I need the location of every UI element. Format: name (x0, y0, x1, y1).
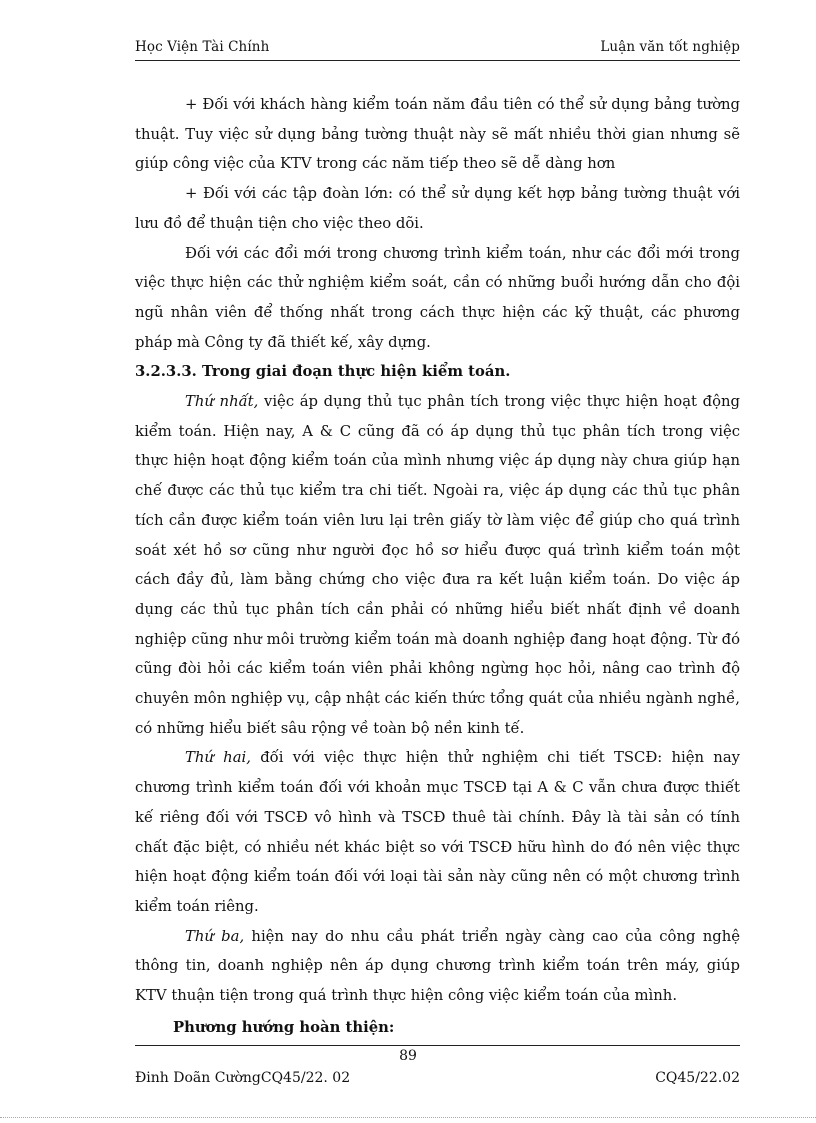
point-third (135, 922, 740, 1011)
document-body (135, 90, 740, 1043)
point-second-lead: Thứ hai, (185, 749, 251, 767)
page-header (135, 38, 740, 61)
subheading: Phương hướng hoàn thiện: (173, 1018, 395, 1036)
point-third-lead: Thứ ba, (185, 927, 245, 945)
point-second-text: đối với việc thực hiện thử nghiệm chi tiết TSCĐ: hiện nay chương trình kiểm toán đối với khoản mục TSCĐ tại A & C vẫn chưa được thiết kế riêng đối với TSCĐ vô hình và TSCĐ thuê tài chính. Đây là tài sản có tính chất đặc biệt, có nhiều nét khác biệt so với TSCĐ hữu hình do đó nên việc thực hiện hoạt động kiểm toán đối với loại tài sản này cũng nên có một chương trình kiểm toán riêng. (135, 749, 741, 915)
paragraph-3: Đối với các đổi mới trong chương trình kiểm toán, như các đổi mới trong việc thực hiện các thử nghiệm kiểm soát, cần có những buổi hướng dẫn cho đội ngũ nhân viên để thống nhất trong cách thực hiện các kỹ thuật, các phương pháp mà Công ty đã thiết kế, xây dựng. (135, 244, 740, 351)
page-edge-divider (0, 1117, 816, 1118)
point-second (135, 743, 740, 921)
footer-divider (135, 1045, 740, 1046)
point-first (135, 387, 740, 743)
header-doc-type: Luận văn tốt nghiệp (600, 39, 740, 55)
paragraph-1: + Đối với khách hàng kiểm toán năm đầu tiên có thể sử dụng bảng tường thuật. Tuy việc sử dụng bảng tường thuật này sẽ mất nhiều thời gian nhưng sẽ giúp công việc của KTV trong các năm tiếp theo sẽ dễ dàng hơn (135, 96, 740, 173)
footer-class-code: CQ45/22.02 (655, 1070, 740, 1086)
point-first-text: việc áp dụng thủ tục phân tích trong việc thực hiện hoạt động kiểm toán. Hiện nay, A & C cũng đã có áp dụng thủ tục phân tích trong việc thực hiện hoạt động kiểm toán của mình nhưng việc áp dụng này chưa giúp hạn chế được các thủ tục kiểm tra chi tiết. Ngoài ra, việc áp dụng các thủ tục phân tích cần được kiểm toán viên lưu lại trên giấy tờ làm việc để giúp cho quá trình soát xét hồ sơ cũng như người đọc hồ sơ hiểu được quá trình kiểm toán một cách đầy đủ, làm bằng chứng cho việc đưa ra kết luận kiểm toán. Do việc áp dụng các thủ tục phân tích cần phải có những hiểu biết nhất định về doanh nghiệp cũng như môi trường kiểm toán mà doanh nghiệp đang hoạt động. Từ đó cũng đòi hỏi các kiểm toán viên phải không ngừng học hỏi, nâng cao trình độ chuyên môn nghiệp vụ, cập nhật các kiến thức tổng quát của nhiều ngành nghề, có những hiểu biết sâu rộng về toàn bộ nền kinh tế. (135, 393, 740, 737)
paragraph-2: + Đối với các tập đoàn lớn: có thể sử dụng kết hợp bảng tường thuật với lưu đồ để thuận tiện cho việc theo dõi. (135, 185, 740, 232)
section-heading: 3.2.3.3. Trong giai đoạn thực hiện kiểm toán. (135, 363, 511, 381)
point-third-text: hiện nay do nhu cầu phát triển ngày càng cao của công nghệ thông tin, doanh nghiệp nên áp dụng chương trình kiểm toán trên máy, giúp KTV thuận tiện trong quá trình thực hiện công việc kiểm toán của mình. (135, 927, 740, 1005)
page-number: 89 (399, 1048, 417, 1064)
point-first-lead: Thứ nhất, (185, 393, 259, 411)
footer-author: Đinh Doãn CườngCQ45/22. 02 (135, 1070, 351, 1086)
header-institution: Học Viện Tài Chính (135, 39, 270, 55)
